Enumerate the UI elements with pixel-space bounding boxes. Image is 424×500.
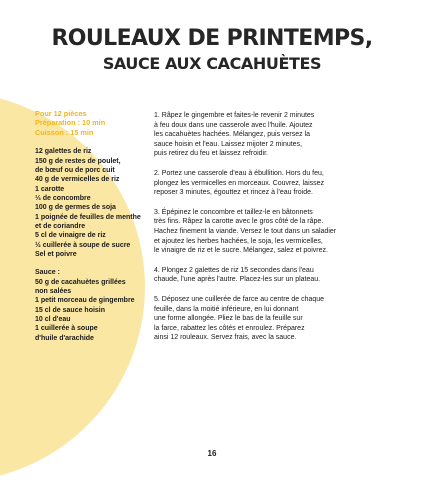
step-text-line: 1. Râpez le gingembre et faites-le revenir 2 minutes xyxy=(154,112,315,119)
recipe-title xyxy=(0,26,424,74)
step-text-line: la farce, rabattez les côtés et enroulez. Préparez xyxy=(154,324,305,332)
ingredient-line: 1 carotte xyxy=(35,185,65,193)
step-text-line: 5. Déposez une cuillerée de farce au centre de chaque xyxy=(154,295,325,303)
ingredient-line: Sel et poivre xyxy=(35,251,77,258)
step-text-line: les cacahuètes hachées. Mélangez, puis versez la xyxy=(154,131,311,139)
step-text-line: reposer 3 minutes, égouttez et rincez à l'eau froide. xyxy=(154,189,313,197)
step-3 xyxy=(154,208,366,256)
step-text-line: à feu doux dans une casserole avec l'huile. Ajoutez xyxy=(154,121,313,129)
ingredient-line: de bœuf ou de porc cuit xyxy=(35,166,115,174)
step-5 xyxy=(154,295,366,343)
sauce-ingredient-line: 50 g de cacahuètes grillées xyxy=(35,278,126,286)
step-text-line: Hachez finement la viande. Versez le tout dans un saladier xyxy=(154,227,337,235)
instructions-column xyxy=(154,111,366,353)
step-2 xyxy=(154,169,366,198)
step-text-line: puis retirez du feu et laissez refroidir. xyxy=(154,150,268,158)
sauce-ingredient-line: 10 cl d'eau xyxy=(35,316,71,324)
step-text-line: une forme allongée. Pliez le bas de la feuille sur xyxy=(154,315,303,323)
step-text-line: ainsi 12 rouleaux. Servez frais, avec la sauce. xyxy=(154,334,297,342)
ingredient-line: ½ cuillerée à soupe de sucre xyxy=(35,241,131,249)
step-text-line: et ajoutez les herbes hachées, le soja, les vermicelles, xyxy=(154,237,323,245)
step-text-line: 4. Plongez 2 galettes de riz 15 secondes dans l'eau xyxy=(154,266,314,274)
ingredient-list xyxy=(35,147,147,259)
sauce-ingredient-line: d'huile d'arachide xyxy=(35,334,94,342)
ingredient-line: 12 galettes de riz xyxy=(35,148,92,156)
step-text-line: 3. Épépinez le concombre et taillez-le en bâtonnets xyxy=(154,208,313,216)
step-text-line: feuille, dans la moitié inférieure, en lui donnant xyxy=(154,305,299,313)
preparation-time: Préparation : 10 min xyxy=(35,118,106,128)
sauce-ingredient-line: 1 petit morceau de gingembre xyxy=(35,297,135,305)
step-1 xyxy=(154,111,366,159)
ingredient-line: 150 g de restes de poulet, xyxy=(35,157,121,165)
step-4 xyxy=(154,266,366,285)
ingredient-line: 40 g de vermicelles de riz xyxy=(35,176,120,184)
sauce-ingredient-line: 1 cuillerée à soupe xyxy=(35,325,98,333)
ingredient-line: 5 cl de vinaigre de riz xyxy=(35,232,106,240)
step-text-line: plongez les vermicelles en morceaux. Couvrez, laissez xyxy=(154,179,325,187)
sauce-ingredient-line: non salées xyxy=(35,288,72,296)
step-text-line: sauce hoisin et l'eau. Laissez mijoter 2 minutes, xyxy=(154,140,303,148)
title-line-1: ROULEAUX DE PRINTEMPS, xyxy=(51,26,373,51)
ingredient-line: ⅓ de concombre xyxy=(35,194,91,202)
step-text-line: très fins. Râpez la carotte avec le gros côté de la râpe. xyxy=(154,218,324,226)
ingredient-line: et de coriandre xyxy=(35,222,86,230)
sauce-ingredient-list xyxy=(35,278,147,343)
cooking-time: Cuisson : 15 min xyxy=(35,127,94,137)
step-text-line: le vinaigre de riz et le sucre. Mélangez, salez et poivrez. xyxy=(154,247,328,255)
ingredient-line: 1 poignée de feuilles de menthe xyxy=(35,213,141,221)
page-number: 16 xyxy=(207,449,217,458)
sauce-heading: Sauce : xyxy=(35,269,60,277)
title-line-2: SAUCE AUX CACAHUÈTES xyxy=(102,54,322,73)
step-text-line: chaude, l'une après l'autre. Placez-les sur un plateau. xyxy=(154,276,321,284)
ingredient-line: 100 g de germes de soja xyxy=(35,204,116,212)
servings: Pour 12 pièces xyxy=(35,109,87,118)
step-text-line: 2. Portez une casserole d'eau à ébullition. Hors du feu, xyxy=(154,169,324,177)
sauce-ingredient-line: 15 cl de sauce hoisin xyxy=(35,306,106,314)
ingredients-column xyxy=(35,109,147,343)
